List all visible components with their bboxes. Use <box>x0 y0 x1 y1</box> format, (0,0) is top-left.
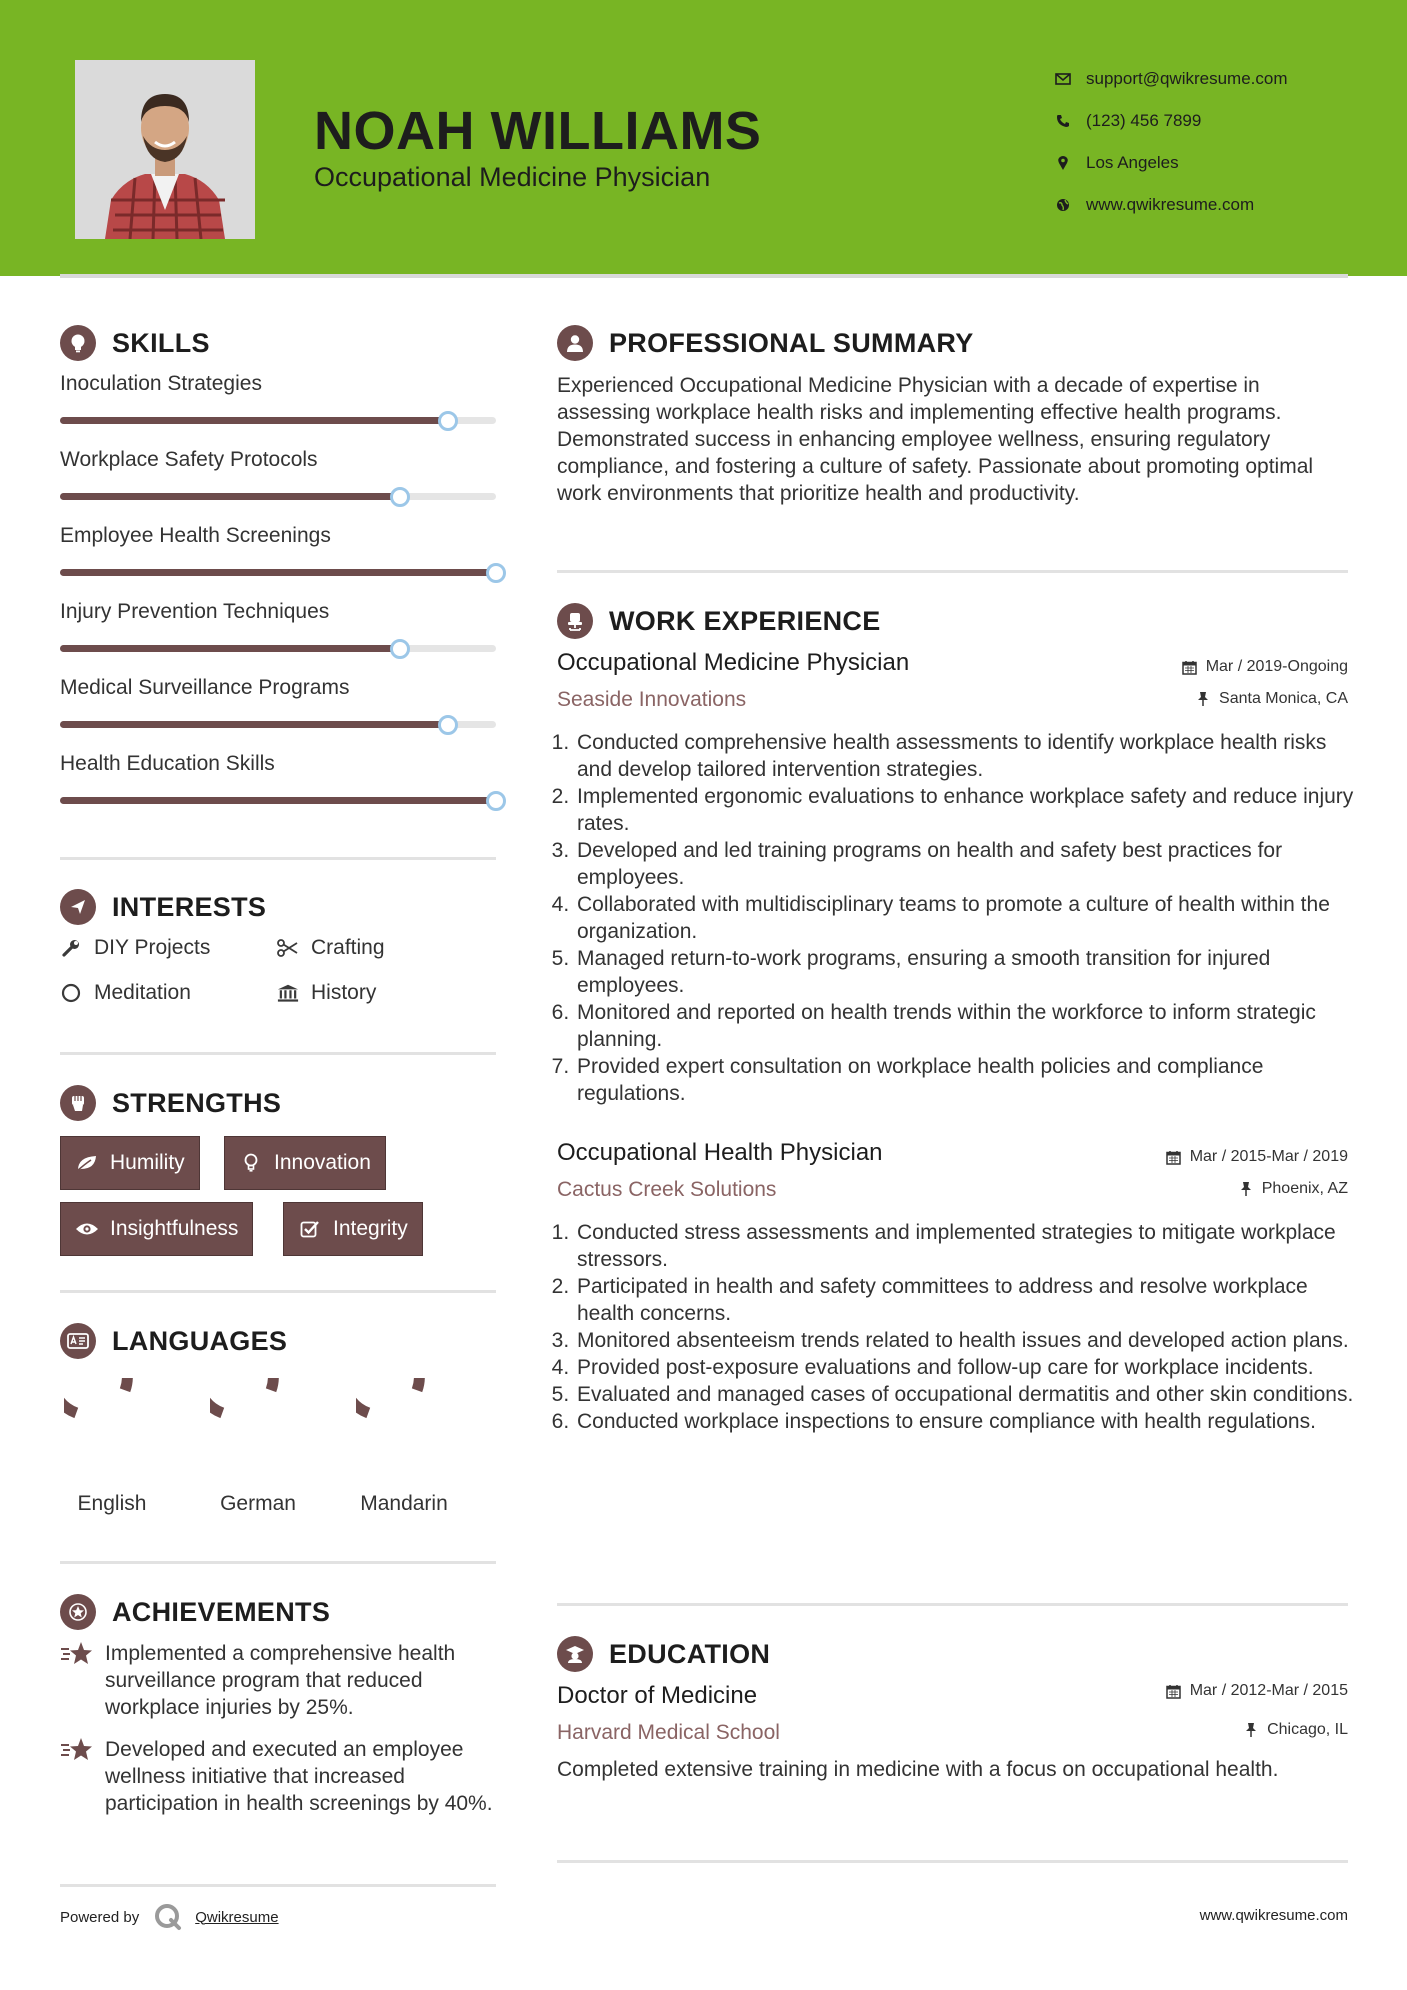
calendar-icon <box>1166 1149 1182 1165</box>
job-company[interactable]: Seaside Innovations <box>557 688 747 711</box>
duty-item: 5. Evaluated and managed cases of occupational dermatitis and other skin conditions. <box>575 1381 1365 1408</box>
education-dates: Mar / 2012-Mar / 2015 <box>1166 1682 1348 1700</box>
skill-label: Employee Health Screenings <box>60 524 331 547</box>
contact-website[interactable] <box>1050 184 1288 226</box>
skill-bar-knob[interactable] <box>486 563 506 583</box>
skill-bar[interactable] <box>60 797 496 804</box>
skill-bar-knob[interactable] <box>438 715 458 735</box>
job-duties <box>557 729 1365 1107</box>
qwikresume-logo-icon <box>153 1902 183 1932</box>
skill-bar[interactable] <box>60 493 496 500</box>
language-ring <box>356 1378 452 1474</box>
skill-bar-fill <box>60 721 448 728</box>
contact-email-text: support@qwikresume.com <box>1086 69 1288 88</box>
language-ring <box>210 1378 306 1474</box>
skill-bar-fill <box>60 645 400 652</box>
duty-item: 1. Conducted stress assessments and implemented strategies to mitigate workplace stressors. <box>575 1219 1365 1273</box>
section-divider <box>60 1561 496 1564</box>
qwikresume-link[interactable]: Qwikresume <box>195 1908 279 1926</box>
skill-label: Health Education Skills <box>60 752 275 775</box>
candidate-title: Occupational Medicine Physician <box>314 162 711 192</box>
circle-icon <box>60 982 82 1004</box>
paper-plane-icon <box>60 889 96 925</box>
map-marker-icon <box>1050 154 1076 172</box>
language-item <box>198 1378 318 1516</box>
job-company[interactable]: Cactus Creek Solutions <box>557 1178 777 1201</box>
scissors-icon <box>277 937 299 959</box>
star-badge-icon <box>60 1594 96 1630</box>
section-divider <box>60 1884 496 1887</box>
strength-badge: Insightfulness <box>60 1202 253 1256</box>
language-label: Mandarin <box>360 1492 448 1515</box>
star-icon <box>60 1640 94 1668</box>
summary-text: Experienced Occupational Medicine Physician with a decade of expertise in assessing workplace health risks and implementing effective health programs. Demonstrated success in enhancing employee wellness, ensuring regulatory compliance, and fostering a culture of safety. Passionate about promoting optimal work environments that prioritize health and productivity. <box>557 374 1314 505</box>
section-divider <box>557 570 1348 573</box>
duty-item: 3. Monitored absenteeism trends related to health issues and developed action plans. <box>575 1327 1365 1354</box>
duty-item: 5. Managed return-to-work programs, ensuring a smooth transition for injured employees. <box>575 945 1365 999</box>
lightbulb-icon <box>239 1153 263 1173</box>
phone-icon <box>1050 112 1076 130</box>
pushpin-icon <box>1195 691 1211 707</box>
envelope-icon <box>1050 70 1076 88</box>
skill-bar-fill <box>60 493 400 500</box>
language-label: German <box>220 1492 296 1515</box>
education-description: Completed extensive training in medicine with a focus on occupational health. <box>557 1758 1279 1781</box>
education-degree: Doctor of Medicine <box>557 1682 758 1709</box>
skill-bar-fill <box>60 417 448 424</box>
resume-header <box>0 0 1407 276</box>
interest-item: Meditation <box>60 981 191 1005</box>
job-role: Occupational Medicine Physician <box>557 649 910 676</box>
achievement-item <box>60 1736 500 1817</box>
interest-item: History <box>277 981 376 1005</box>
interest-item: DIY Projects <box>60 936 210 960</box>
fist-icon <box>60 1085 96 1121</box>
section-divider <box>60 1052 496 1055</box>
section-divider <box>557 1603 1348 1606</box>
achievements-heading: ACHIEVEMENTS <box>60 1594 330 1630</box>
contact-phone-text: (123) 456 7899 <box>1086 111 1202 130</box>
job-location: Phoenix, AZ <box>1238 1180 1348 1198</box>
skill-bar-knob[interactable] <box>390 487 410 507</box>
contact-location <box>1050 142 1288 184</box>
interest-item: Crafting <box>277 936 385 960</box>
strength-badge: Integrity <box>283 1202 423 1256</box>
language-ring-arc <box>356 1378 419 1413</box>
language-label: English <box>77 1492 147 1515</box>
eye-icon <box>75 1219 99 1239</box>
skill-bar[interactable] <box>60 569 496 576</box>
education-heading: EDUCATION <box>557 1636 770 1672</box>
language-ring <box>64 1378 160 1474</box>
education-school[interactable]: Harvard Medical School <box>557 1721 780 1744</box>
skill-label: Workplace Safety Protocols <box>60 448 318 471</box>
duty-item: 4. Provided post-exposure evaluations and follow-up care for workplace incidents. <box>575 1354 1365 1381</box>
section-divider <box>60 1290 496 1293</box>
contact-location-text: Los Angeles <box>1086 153 1179 172</box>
wrench-icon <box>60 937 82 959</box>
strength-badge: Innovation <box>224 1136 386 1190</box>
contact-list <box>1050 58 1288 226</box>
profile-photo <box>75 60 255 239</box>
skill-label: Medical Surveillance Programs <box>60 676 350 699</box>
language-ring-arc <box>64 1378 127 1413</box>
lightbulb-icon <box>60 325 96 361</box>
globe-icon <box>1050 196 1076 214</box>
language-ring-arc <box>210 1378 273 1413</box>
duty-item: 6. Conducted workplace inspections to ensure compliance with health regulations. <box>575 1408 1365 1435</box>
calendar-icon <box>1182 659 1198 675</box>
skill-bar[interactable] <box>60 721 496 728</box>
education-location: Chicago, IL <box>1243 1721 1348 1739</box>
section-divider <box>60 857 496 860</box>
strengths-heading: STRENGTHS <box>60 1085 281 1121</box>
duty-item: 2. Implemented ergonomic evaluations to enhance workplace safety and reduce injury rates. <box>575 783 1365 837</box>
office-chair-icon <box>557 603 593 639</box>
interests-heading: INTERESTS <box>60 889 266 925</box>
duty-item: 4. Collaborated with multidisciplinary teams to promote a culture of health within the organization. <box>575 891 1365 945</box>
experience-heading: WORK EXPERIENCE <box>557 603 881 639</box>
job-dates: Mar / 2015-Mar / 2019 <box>1166 1148 1348 1166</box>
candidate-name: NOAH WILLIAMS <box>314 101 762 161</box>
languages-heading: LANGUAGES <box>60 1323 287 1359</box>
strength-badge: Humility <box>60 1136 200 1190</box>
header-divider <box>60 274 1348 278</box>
skill-bar[interactable] <box>60 645 496 652</box>
duty-item: 3. Developed and led training programs on health and safety best practices for employees. <box>575 837 1365 891</box>
language-card-icon <box>60 1323 96 1359</box>
achievement-text: Implemented a comprehensive health surveillance program that reduced workplace injuries by 25%. <box>105 1642 456 1719</box>
skill-label: Injury Prevention Techniques <box>60 600 330 623</box>
footer-powered-by <box>60 1902 279 1932</box>
graduate-icon <box>557 1636 593 1672</box>
contact-phone[interactable] <box>1050 100 1288 142</box>
skill-bar-fill <box>60 797 496 804</box>
job-duties <box>557 1219 1365 1435</box>
skill-label: Inoculation Strategies <box>60 372 262 395</box>
skills-heading: SKILLS <box>60 325 210 361</box>
contact-email[interactable] <box>1050 58 1288 100</box>
contact-website-text: www.qwikresume.com <box>1086 195 1255 214</box>
achievement-text: Developed and executed an employee wellness initiative that increased participation in health screenings by 40%. <box>105 1738 493 1815</box>
calendar-icon <box>1166 1683 1182 1699</box>
duty-item: 1. Conducted comprehensive health assessments to identify workplace health risks and develop tailored intervention strategies. <box>575 729 1365 783</box>
pushpin-icon <box>1238 1181 1254 1197</box>
skill-bar-knob[interactable] <box>438 411 458 431</box>
skill-bar-fill <box>60 569 496 576</box>
achievement-item <box>60 1640 500 1721</box>
job-location: Santa Monica, CA <box>1195 690 1348 708</box>
section-divider <box>557 1860 1348 1863</box>
summary-heading: PROFESSIONAL SUMMARY <box>557 325 974 361</box>
skill-bar-knob[interactable] <box>486 791 506 811</box>
footer-website[interactable]: www.qwikresume.com <box>1199 1907 1348 1924</box>
language-item <box>52 1378 172 1516</box>
skill-bar-knob[interactable] <box>390 639 410 659</box>
duty-item: 7. Provided expert consultation on workplace health policies and compliance regulations. <box>575 1053 1365 1107</box>
skill-bar[interactable] <box>60 417 496 424</box>
check-square-icon <box>298 1219 322 1239</box>
user-icon <box>557 325 593 361</box>
powered-by-label: Powered by <box>60 1908 140 1926</box>
job-dates: Mar / 2019-Ongoing <box>1182 658 1348 676</box>
duty-item: 2. Participated in health and safety committees to address and resolve workplace health concerns. <box>575 1273 1365 1327</box>
leaf-icon <box>75 1153 99 1173</box>
language-item <box>344 1378 464 1516</box>
duty-item: 6. Monitored and reported on health trends within the workforce to inform strategic planning. <box>575 999 1365 1053</box>
pushpin-icon <box>1243 1722 1259 1738</box>
job-role: Occupational Health Physician <box>557 1139 883 1166</box>
institution-icon <box>277 982 299 1004</box>
star-icon <box>60 1736 94 1764</box>
